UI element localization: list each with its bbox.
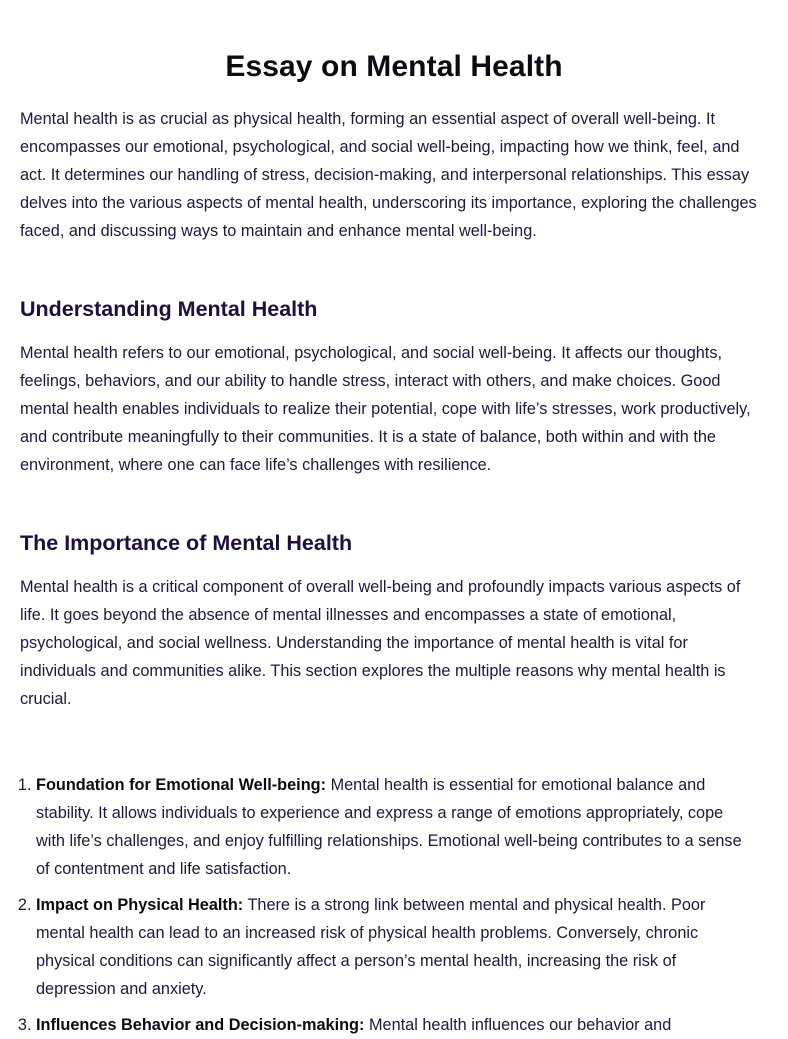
list-item xyxy=(36,771,742,883)
list-item-text: Mental health influences our behavior and xyxy=(368,1016,672,1034)
section-heading-understanding: Understanding Mental Health xyxy=(20,297,318,321)
section-body-understanding: Mental health refers to our emotional, psychological, and social well-being. It affects our thoughts, feelings, behaviors, and our ability to handle stress, interact with others, and make choices. Good mental health enables individuals to realize their potential, cope with life’s stresses, work productively, and contribute meaningfully to their communities. It is a state of balance, both within and with the environment, where one can face life’s challenges with resilience. xyxy=(20,344,751,474)
list-item-text: Mental health is essential for emotional balance and stability. It allows individuals to experience and express a range of emotions appropriately, cope with life’s challenges, and enjoy fulfilling relationships. Emotional well-being contributes to a sense of contentment and life satisfaction. xyxy=(36,776,742,878)
section-heading-importance: The Importance of Mental Health xyxy=(20,531,353,555)
list-item-lead: Influences Behavior and Decision-making: xyxy=(36,1016,365,1034)
list-item xyxy=(36,891,742,1003)
list-item xyxy=(36,1011,742,1039)
intro-paragraph: Mental health is as crucial as physical health, forming an essential aspect of overall well-being. It encompasses our emotional, psychological, and social well-being, impacting how we think, feel, and act. It determines our handling of stress, decision-making, and interpersonal relationships. This essay delves into the various aspects of mental health, underscoring its importance, exploring the challenges faced, and discussing ways to maintain and enhance mental well-being. xyxy=(20,110,757,240)
list-item-lead: Foundation for Emotional Well-being: xyxy=(36,776,327,794)
list-item-lead: Impact on Physical Health: xyxy=(36,896,244,914)
importance-list xyxy=(20,771,742,1039)
section-body-importance: Mental health is a critical component of overall well-being and profoundly impacts various aspects of life. It goes beyond the absence of mental illnesses and encompasses a state of emotional, psychological, and social wellness. Understanding the importance of mental health is vital for individuals and communities alike. This section explores the multiple reasons why mental health is crucial. xyxy=(20,578,741,708)
page-title: Essay on Mental Health xyxy=(225,50,563,83)
list-item-text: There is a strong link between mental and physical health. Poor mental health can lead to an increased risk of physical health problems. Conversely, chronic physical conditions can significantly affect a person’s mental health, increasing the risk of depression and anxiety. xyxy=(36,896,706,998)
